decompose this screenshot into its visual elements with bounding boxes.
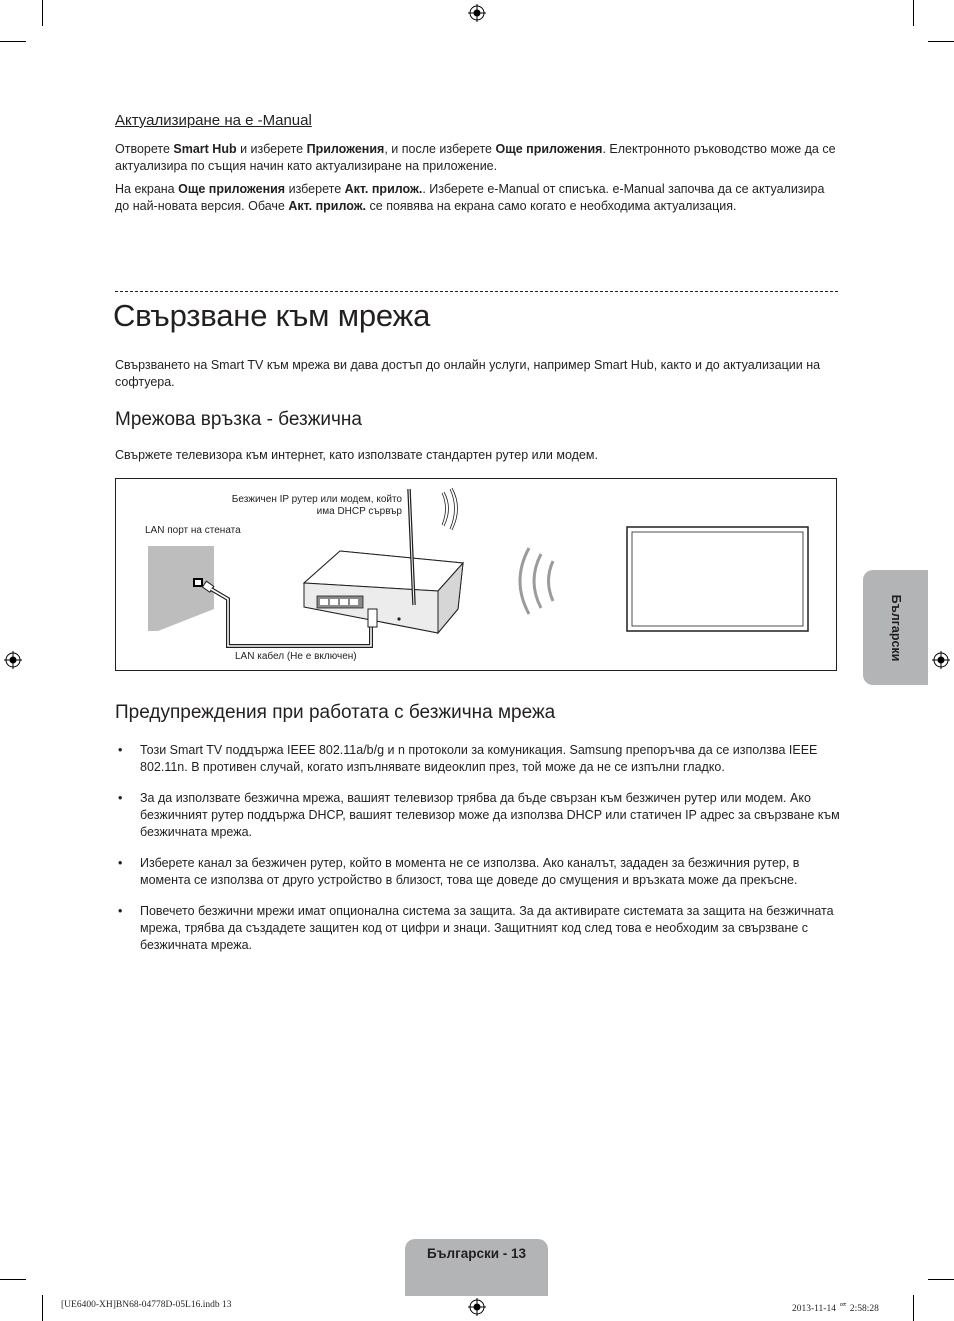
crop-mark (928, 41, 954, 42)
language-side-tab-label: Български (888, 594, 903, 661)
router-signal-icon (442, 488, 458, 530)
list-item: • За да използвате безжична мрежа, вашият телевизор трябва да бъде свързан към безжичен рутер или модем. Ако безжичният рутер поддържа DHCP, вашият телевизор може да използва DHCP или статичен IP адрес за свързване към безжичната мрежа. (115, 790, 840, 841)
wireless-diagram-art (116, 479, 836, 670)
page-title: Свързване към мрежа (113, 298, 431, 333)
wall-outlet-icon (148, 546, 214, 631)
crop-mark (913, 0, 914, 26)
registration-mark-icon (468, 1298, 486, 1316)
crop-mark (913, 1295, 914, 1321)
wireless-heading: Мрежова връзка - безжична (115, 409, 362, 430)
slug-timestamp: 2013-11-14 ᄋᄒ 2:58:28 (792, 1304, 879, 1314)
list-item: • Изберете канал за безжичен рутер, който в момента не се използва. Ако каналът, зададен за безжичния рутер, в момента се използва от друго устройство в близост, това ще доведе до смущения и връзката може да прекъсне. (115, 855, 840, 889)
registration-mark-icon (4, 651, 22, 669)
crop-mark (42, 0, 43, 26)
precautions-heading: Предупреждения при работата с безжична мрежа (115, 702, 556, 723)
precautions-list (115, 742, 840, 968)
crop-mark (928, 1279, 954, 1280)
wall-port-label: LAN порт на стената (145, 525, 241, 536)
language-side-tab (863, 570, 928, 685)
slug-file-info: [UE6400-XH]BN68-04778D-05L16.indb 13 (61, 1300, 232, 1310)
crop-mark (0, 1279, 26, 1280)
crop-mark (0, 41, 26, 42)
update-manual-paragraph-2: На екрана Още приложения изберете Акт. прилож.. Изберете e-Manual от списъка. e-Manual започва да се актуализира до най-новата версия. Обаче Акт. прилож. се появява на екрана само когато е необходима актуализация. (115, 182, 825, 213)
wireless-diagram (115, 478, 837, 671)
wireless-intro: Свържете телевизора към интернет, като използвате стандартен рутер или модем. (115, 448, 598, 462)
update-manual-heading: Актуализиране на e -Manual (115, 112, 312, 129)
section-divider (115, 291, 838, 292)
page-number-tab (405, 1239, 548, 1296)
lan-cable-label: LAN кабел (Не е включен) (235, 651, 357, 662)
wireless-signal-icon (520, 548, 553, 614)
registration-mark-icon (468, 4, 486, 22)
page-number-label: Български - 13 (426, 1246, 527, 1261)
update-manual-paragraph-1: Отворете Smart Hub и изберете Приложения, и после изберете Още приложения. Електронното ръководство може да се актуализира по същия начин като актуализиране на приложение. (115, 142, 836, 173)
crop-mark (42, 1295, 43, 1321)
tv-icon (627, 527, 808, 631)
list-item: • Повечето безжични мрежи имат опционална система за защита. За да активирате системата за защита на безжичната мрежа, трябва да създадете защитен код от цифри и знаци. Защитният код след това е необходим за свързване с безжичната мрежа. (115, 903, 840, 954)
network-intro: Свързването на Smart TV към мрежа ви дава достъп до онлайн услуги, например Smart Hub, както и до актуализации на софтуера. (115, 358, 821, 389)
router-label: Безжичен IP рутер или модем, който има DHCP сървър (231, 494, 402, 517)
list-item: • Този Smart TV поддържа IEEE 802.11a/b/g и n протоколи за комуникация. Samsung препоръчва да се използва IEEE 802.11n. В противен случай, когато изпълнявате видеоклип през, той може да не се изпълни гладко. (115, 742, 840, 776)
registration-mark-icon (932, 651, 950, 669)
